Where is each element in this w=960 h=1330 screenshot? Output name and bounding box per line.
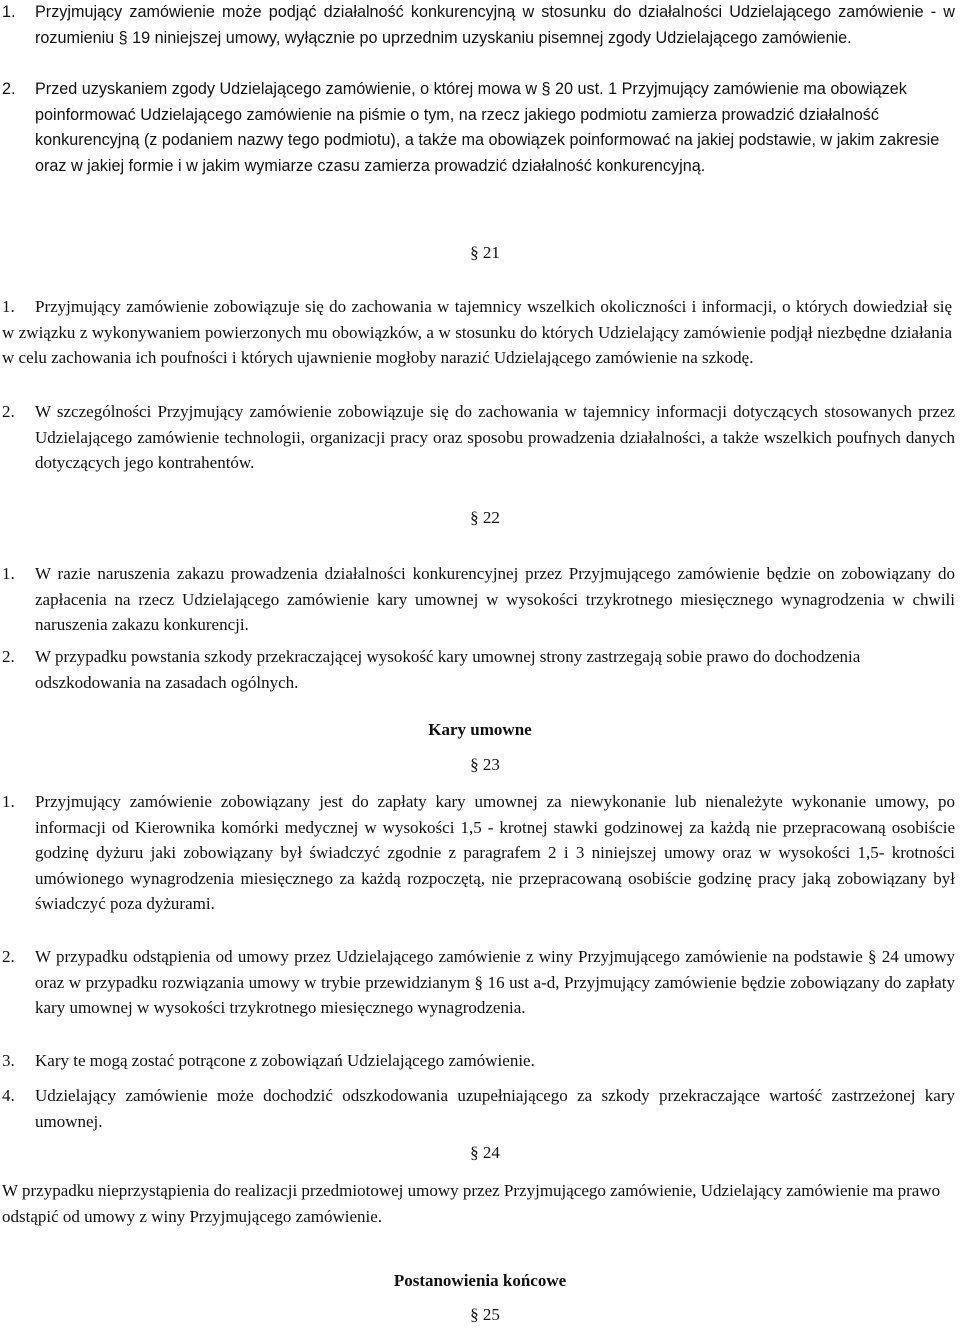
item-text: W razie naruszenia zakazu prowadzenia działalności konkurencyjnej przez Przyjmującego zamówienie będzie on zobowiązany do zapłacenia na rzecz Udzielającego zamówienie kary umownej w wysokości trzykrotnego miesięcznego wynagrodzenia w chwili naruszenia zakazu konkurencji. (35, 564, 955, 635)
section-21-label: § 21 (470, 243, 500, 262)
item-number: 2. (2, 80, 16, 98)
item-number: 1. (2, 564, 15, 583)
section-22-label: § 22 (470, 508, 500, 527)
item-text: Przyjmujący zamówienie zobowiązuje się do zachowania w tajemnicy wszelkich okoliczności i informacji, o których dowiedział się w związku z wykonywaniem powierzonych mu obowiązków, a w stosunku do których Udzielający zamówienie podjął niezbędne działania w celu zachowania ich poufności i których ujawnienie mogłoby narazić Udzielającego zamówienie na szkodę. (2, 297, 952, 368)
item-text: Przed uzyskaniem zgody Udzielającego zamówienie, o której mowa w § 20 ust. 1 Przyjmujący zamówienie ma obowiązek poinformować Udzielającego zamówienie na piśmie o tym, na rzecz jakiego podmiotu zamierza prowadzić działalność konkurencyjną (z podaniem nazwy tego podmiotu), a także ma obowiązek poinformować na jakiej podstawie, w jakim zakresie oraz w jakiej formie i w jakim wymiarze czasu zamierza prowadzić działalność konkurencyjną. (35, 80, 940, 175)
item-number: 2. (2, 947, 15, 966)
item-number: 4. (2, 1086, 15, 1105)
item-text: W przypadku powstania szkody przekraczającej wysokość kary umownej strony zastrzegają sobie prawo do dochodzenia odszkodowania na zasadach ogólnych. (35, 647, 861, 692)
item-number: 1. (2, 297, 15, 316)
item-number: 3. (2, 1051, 15, 1070)
item-number: 2. (2, 402, 15, 421)
item-text: Kary te mogą zostać potrącone z zobowiązań Udzielającego zamówienie. (35, 1051, 535, 1070)
item-text: Udzielający zamówienie może dochodzić odszkodowania uzupełniającego za szkody przekraczające wartość zastrzeżonej kary umownej. (35, 1086, 955, 1131)
item-text: Przyjmujący zamówienie zobowiązany jest do zapłaty kary umownej za niewykonanie lub nienależyte wykonanie umowy, po informacji od Kierownika komórki medycznej w wysokości 1,5 - krotnej stawki godzinowej za każdą nie przepracowaną osobiście godzinę dyżuru jaki zobowiązany był świadczyć zgodnie z paragrafem 2 i 3 niniejszej umowy oraz w wysokości 1,5- krotności umówionego wynagrodzenia miesięcznego za każdą rozpoczętą, nie przepracowaną osobiście godzinę pracy jaką zobowiązany był świadczyć poza dyżurami. (35, 792, 955, 914)
heading-postanowienia-koncowe: Postanowienia końcowe (393, 1271, 567, 1290)
item-text: W przypadku odstąpienia od umowy przez Udzielającego zamówienie z winy Przyjmującego zamówienie na podstawie § 24 umowy oraz w przypadku rozwiązania umowy w trybie przewidzianym § 16 ust a-d, Przyjmujący zamówienie będzie zobowiązany do zapłaty kary umownej w wysokości trzykrotnego miesięcznego wynagrodzenia. (35, 947, 955, 1018)
item-number: 1. (2, 3, 16, 21)
section-24-label: § 24 (470, 1143, 500, 1162)
item-number: 2. (2, 647, 15, 666)
section-23-label: § 23 (470, 755, 500, 774)
item-text: Przyjmujący zamówienie może podjąć działalność konkurencyjną w stosunku do działalności Udzielającego zamówienie - w rozumieniu § 19 niniejszej umowy, wyłącznie po uprzednim uzyskaniu pisemnej zgody Udzielającego zamówienie. (35, 3, 955, 47)
item-number: 1. (2, 792, 15, 811)
s24-paragraph: W przypadku nieprzystąpienia do realizacji przedmiotowej umowy przez Przyjmującego zamówienie, Udzielający zamówienie ma prawo odstąpić od umowy z winy Przyjmującego zamówienie. (2, 1181, 941, 1226)
item-text: W szczególności Przyjmujący zamówienie zobowiązuje się do zachowania w tajemnicy informacji dotyczących stosowanych przez Udzielającego zamówienie technologii, organizacji pracy oraz sposobu prowadzenia działalności, a także wszelkich poufnych danych dotyczących jego kontrahentów. (35, 402, 955, 473)
section-25-label: § 25 (470, 1305, 500, 1324)
heading-kary-umowne: Kary umowne (428, 720, 532, 739)
